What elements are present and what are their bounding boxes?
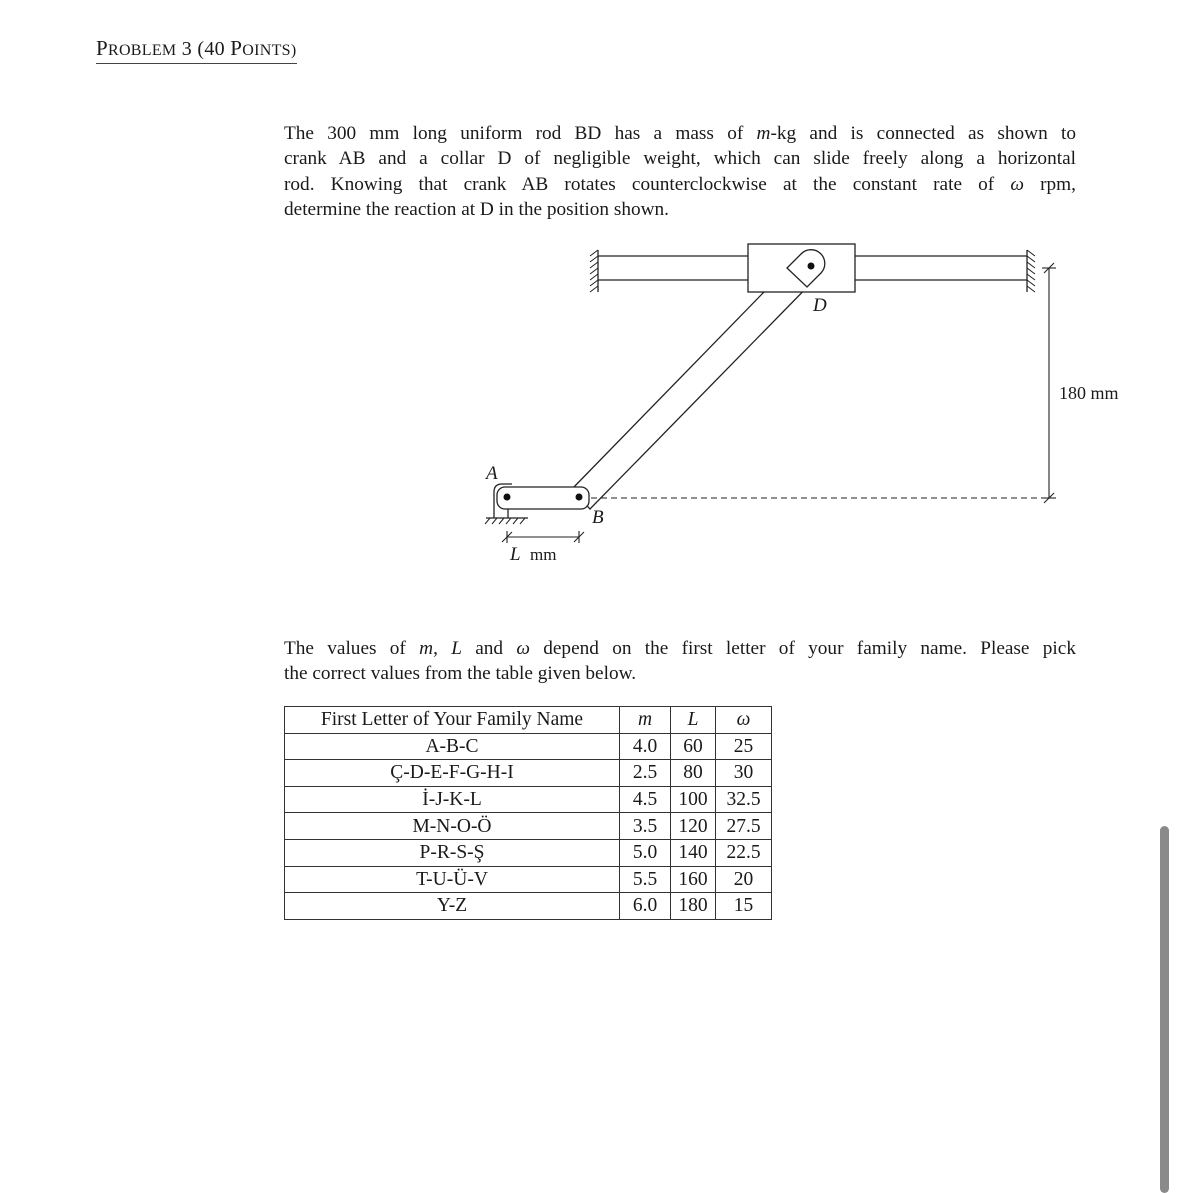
table-row xyxy=(285,813,772,840)
label-b: B xyxy=(592,507,604,528)
row-m: 4.5 xyxy=(620,786,671,813)
row-omega: 20 xyxy=(716,866,772,893)
header-omega-text: ω xyxy=(736,709,751,731)
row-omega: 22.5 xyxy=(716,839,772,866)
instructions-line-1 xyxy=(284,636,1076,661)
row-omega: 30 xyxy=(716,760,772,787)
label-d: D xyxy=(813,295,827,316)
row-l: 100 xyxy=(671,786,716,813)
row-m: 5.5 xyxy=(620,866,671,893)
dimension-l-unit: mm xyxy=(530,545,557,564)
header-m-text: m xyxy=(637,709,653,731)
row-omega: 32.5 xyxy=(716,786,772,813)
row-omega: 15 xyxy=(716,893,772,920)
variable-l: L xyxy=(451,638,462,659)
label-a: A xyxy=(486,463,498,484)
ground-hatch xyxy=(485,518,525,524)
instructions-text: depend on the first letter of your family name. Please pick xyxy=(543,638,1076,659)
instructions-text: and xyxy=(475,638,504,659)
row-m: 3.5 xyxy=(620,813,671,840)
row-letters: İ-J-K-L xyxy=(285,786,620,813)
row-letters: Ç-D-E-F-G-H-I xyxy=(285,760,620,787)
statement-line-4: determine the reaction at D in the position shown. xyxy=(284,198,669,220)
row-letters: Y-Z xyxy=(285,893,620,920)
pin-b xyxy=(576,494,583,501)
table-header-row xyxy=(285,707,772,734)
header-omega xyxy=(716,707,772,734)
dimension-180-label: 180 mm xyxy=(1059,383,1119,403)
row-omega: 25 xyxy=(716,733,772,760)
row-l: 120 xyxy=(671,813,716,840)
pin-d xyxy=(808,263,815,270)
instructions-text: , xyxy=(433,638,438,659)
header-l xyxy=(671,707,716,734)
table-row xyxy=(285,866,772,893)
dimension-180 xyxy=(1042,263,1056,503)
table-row xyxy=(285,760,772,787)
table-row xyxy=(285,893,772,920)
header-l-text: L xyxy=(687,709,699,731)
statement-text: -kg and is connected as shown to xyxy=(770,123,1076,144)
crank-ab xyxy=(497,487,589,509)
points-letter: P xyxy=(230,36,243,60)
variable-omega: ω xyxy=(516,638,530,659)
header-m xyxy=(620,707,671,734)
row-l: 160 xyxy=(671,866,716,893)
problem-number: 3 xyxy=(181,38,193,60)
variable-m: m xyxy=(756,123,771,144)
table-row xyxy=(285,786,772,813)
statement-line-2: crank AB and a collar D of negligible weight, which can slide freely along a horizontal xyxy=(284,148,1076,170)
row-m: 2.5 xyxy=(620,760,671,787)
statement-text: The 300 mm long uniform rod BD has a mass of xyxy=(284,123,744,144)
row-omega: 27.5 xyxy=(716,813,772,840)
row-l: 140 xyxy=(671,839,716,866)
header-family-letter: First Letter of Your Family Name xyxy=(285,707,620,734)
variable-omega: ω xyxy=(1010,173,1024,195)
row-l: 60 xyxy=(671,733,716,760)
row-letters: P-R-S-Ş xyxy=(285,839,620,866)
variable-m: m xyxy=(419,638,434,659)
row-letters: T-U-Ü-V xyxy=(285,866,620,893)
instructions xyxy=(284,636,1076,687)
row-m: 5.0 xyxy=(620,839,671,866)
table-row xyxy=(285,733,772,760)
scrollbar[interactable] xyxy=(1160,826,1169,1193)
instructions-text: The values of xyxy=(284,638,406,659)
heading-letter: P xyxy=(96,36,108,60)
instructions-line-2: the correct values from the table given below. xyxy=(284,663,637,685)
table-row xyxy=(285,839,772,866)
pin-a xyxy=(504,494,511,501)
statement-text: rpm, xyxy=(1040,173,1076,195)
dimension-l-var: L xyxy=(510,544,521,565)
statement-text: rod. Knowing that crank AB rotates counterclockwise at the constant rate of xyxy=(284,173,995,195)
points-word: OINTS) xyxy=(242,42,297,59)
row-l: 180 xyxy=(671,893,716,920)
row-m: 4.0 xyxy=(620,733,671,760)
row-letters: A-B-C xyxy=(285,733,620,760)
values-table xyxy=(284,706,772,920)
heading-word: ROBLEM xyxy=(107,42,177,59)
row-letters: M-N-O-Ö xyxy=(285,813,620,840)
right-wall-hatch xyxy=(1027,250,1035,292)
points-value: (40 xyxy=(197,38,225,60)
dimension-l xyxy=(502,531,584,543)
row-m: 6.0 xyxy=(620,893,671,920)
row-l: 80 xyxy=(671,760,716,787)
left-wall-hatch xyxy=(590,250,598,292)
